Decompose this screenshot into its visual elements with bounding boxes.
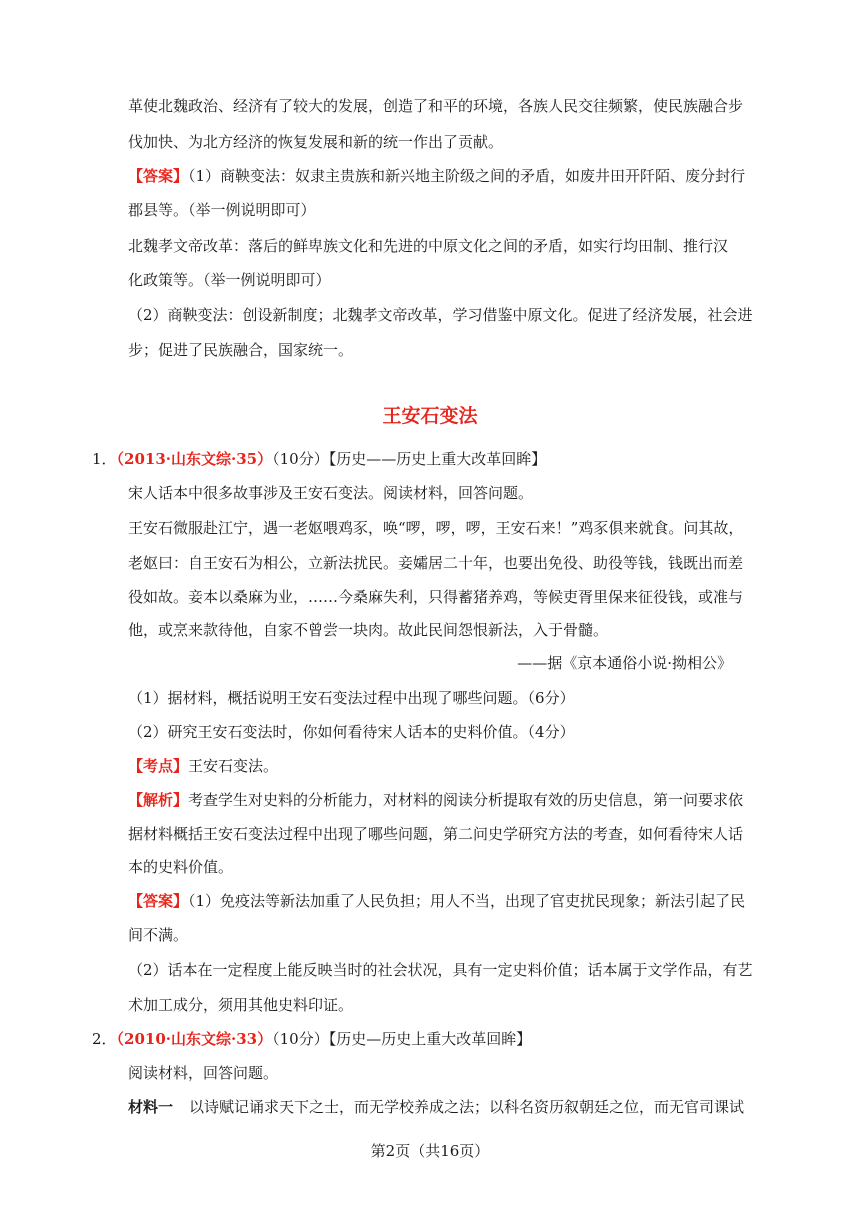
question-header [92, 1029, 531, 1049]
material-label: 材料一 [128, 1098, 174, 1116]
text-line: 术加工成分，须用其他史料印证。 [128, 996, 354, 1014]
analysis-line [128, 790, 743, 810]
answer-paragraph [128, 166, 745, 186]
material-line: 役如故。妾本以桑麻为业，……今桑麻失利，只得蓄猪养鸡，等候吏胥里保来征役钱，或准与 [128, 588, 744, 606]
question-header [92, 449, 546, 469]
citation: ——据《京本通俗小说·拗相公》 [517, 654, 732, 672]
text-line: 步；促进了民族融合，国家统一。 [128, 341, 354, 359]
kaodian-line [128, 756, 278, 776]
material-text: 以诗赋记诵求天下之士，而无学校养成之法；以科名资历叙朝廷之位，而无官司课试 [189, 1098, 745, 1116]
answer-tag: 【答案】 [128, 167, 189, 185]
answer-line [128, 891, 745, 911]
question-header-rest: （10分）【历史—历史上重大改革回眸】 [272, 1030, 532, 1048]
kaodian-tag: 【考点】 [128, 757, 189, 775]
question-header-rest: （10分）【历史——历史上重大改革回眸】 [272, 450, 547, 468]
text-line: 北魏孝文帝改革：落后的鲜卑族文化和先进的中原文化之间的矛盾，如实行均田制、推行汉 [128, 237, 729, 255]
answer-text: （1）免疫法等新法加重了人民负担；用人不当，出现了官吏扰民现象；新法引起了民 [188, 892, 746, 910]
text-line: 郡县等。（举一例说明即可） [128, 201, 316, 219]
material-line [128, 1097, 744, 1117]
text-line: 革使北魏政治、经济有了较大的发展，创造了和平的环境，各族人民交往频繁，使民族融合步 [128, 97, 744, 115]
analysis-tag: 【解析】 [128, 791, 189, 809]
material-line: 王安石微服赴江宁，遇一老妪喂鸡豕，唤“啰，啰，啰，王安石来！”鸡豕俱来就食。问其故， [128, 519, 744, 537]
text-line: 本的史料价值。 [128, 858, 234, 876]
text-line: 据材料概括王安石变法过程中出现了哪些问题，第二问史学研究方法的考查，如何看待宋人话 [128, 825, 744, 843]
question-number: 2． [92, 1030, 117, 1048]
text-line: （2）商鞅变法：创设新制度；北魏孝文帝改革，学习借鉴中原文化。促进了经济发展，社会进 [128, 306, 753, 324]
page-footer: 第2页（共16页） [370, 1142, 490, 1160]
answer-text: （1）商鞅变法：奴隶主贵族和新兴地主阶级之间的矛盾，如废井田开阡陌、废分封行 [188, 167, 746, 185]
text-line: 宋人话本中很多故事涉及王安石变法。阅读材料，回答问题。 [128, 484, 534, 502]
material-line: 他，或烹来款待他，自家不曾尝一块肉。故此民间怨恨新法，入于骨髓。 [128, 621, 609, 639]
question-source: （2010·山东文综·33） [116, 1030, 273, 1048]
text-line: 间不满。 [128, 926, 189, 944]
kaodian-text: 王安石变法。 [188, 757, 279, 775]
question-source: （2013·山东文综·35） [116, 450, 273, 468]
text-line: （2）话本在一定程度上能反映当时的社会状况，具有一定史料价值；话本属于文学作品，有艺 [128, 961, 753, 979]
section-title: 王安石变法 [382, 405, 478, 427]
text-line: 伐加快、为北方经济的恢复发展和新的统一作出了贡献。 [128, 133, 504, 151]
text-line: 化政策等。（举一例说明即可） [128, 271, 331, 289]
sub-question: （2）研究王安石变法时，你如何看待宋人话本的史料价值。（4分） [128, 723, 575, 741]
analysis-text: 考查学生对史料的分析能力，对材料的阅读分析提取有效的历史信息，第一问要求依 [188, 791, 744, 809]
text-line: 阅读材料，回答问题。 [128, 1064, 279, 1082]
material-line: 老妪曰：自王安石为相公，立新法扰民。妾孀居二十年，也要出免役、助役等钱，钱既出而差 [128, 554, 744, 572]
question-number: 1． [92, 450, 117, 468]
answer-tag: 【答案】 [128, 892, 189, 910]
sub-question: （1）据材料，概括说明王安石变法过程中出现了哪些问题。（6分） [128, 689, 575, 707]
